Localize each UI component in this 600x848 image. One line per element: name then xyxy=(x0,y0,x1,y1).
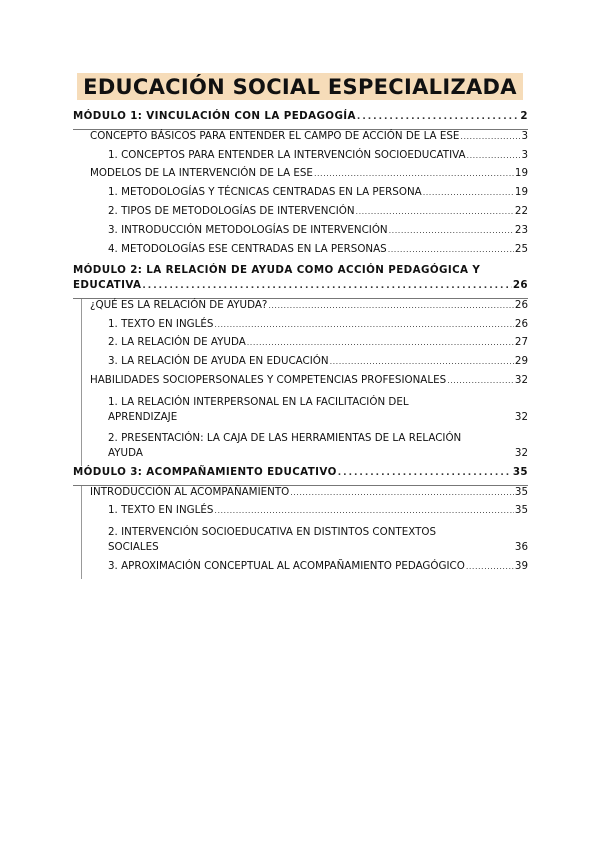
toc-section-label: ¿QUÉ ES LA RELACIÓN DE AYUDA? xyxy=(90,298,268,311)
toc-section-label: MODELOS DE LA INTERVENCIÓN DE LA ESE xyxy=(90,167,313,180)
toc-subsection[interactable] xyxy=(82,318,528,337)
toc-leader xyxy=(142,281,511,291)
toc-leader xyxy=(423,188,514,197)
toc-section-label: INTRODUCCIÓN AL ACOMPAÑAMIENTO xyxy=(90,485,290,498)
toc-leader xyxy=(357,112,520,122)
toc-subsection-label: 1. METODOLOGÍAS Y TÉCNICAS CENTRADAS EN LA PERSONA xyxy=(108,186,422,199)
toc-leader xyxy=(338,468,512,478)
toc-subsection[interactable] xyxy=(82,393,528,430)
toc-subsection-label-line1: 2. INTERVENCIÓN SOCIOEDUCATIVA EN DISTINTOS CONTEXTOS xyxy=(108,526,437,539)
toc-section-page: 32 xyxy=(514,374,528,387)
toc-subsection-label-line2: AYUDA xyxy=(108,447,143,460)
toc-subsection[interactable] xyxy=(73,205,528,224)
toc-subsection-page: 19 xyxy=(514,186,528,199)
toc-section[interactable] xyxy=(82,486,528,505)
toc-module-1-label: MÓDULO 1: VINCULACIÓN CON LA PEDAGOGÍA xyxy=(73,110,356,122)
toc-module-2-page: 26 xyxy=(512,279,528,292)
toc-subsection[interactable] xyxy=(82,560,528,579)
toc-module-2-line2 xyxy=(73,279,528,298)
toc-module-1[interactable] xyxy=(73,110,528,130)
toc-module-3-group xyxy=(81,486,528,579)
toc-leader xyxy=(466,562,514,571)
toc-subsection-page: 23 xyxy=(514,223,528,236)
toc-leader xyxy=(388,245,514,254)
toc-subsection-page: 27 xyxy=(514,336,528,349)
toc-subsection-page: 39 xyxy=(514,559,528,572)
toc-leader xyxy=(214,506,513,515)
toc-subsection-label-line1: 2. PRESENTACIÓN: LA CAJA DE LAS HERRAMIENTAS DE LA RELACIÓN xyxy=(108,432,462,445)
toc-module-3[interactable] xyxy=(73,466,528,486)
toc-subsection[interactable] xyxy=(82,355,528,374)
toc-leader xyxy=(356,207,514,216)
toc-subsection[interactable] xyxy=(82,504,528,523)
toc-section-page: 19 xyxy=(514,167,528,180)
toc-subsection-page: 25 xyxy=(514,242,528,255)
toc-subsection-page: 32 xyxy=(514,410,528,423)
toc-subsection-label: 3. APROXIMACIÓN CONCEPTUAL AL ACOMPAÑAMIENTO PEDAGÓGICO xyxy=(108,559,465,572)
toc-subsection-page: 35 xyxy=(514,504,528,517)
toc-module-2-group xyxy=(81,299,528,466)
toc-leader xyxy=(314,169,514,178)
toc-subsection-page: 36 xyxy=(514,541,528,554)
document-title: EDUCACIÓN SOCIAL ESPECIALIZADA xyxy=(77,73,523,100)
toc-subsection-label-line2: SOCIALES xyxy=(108,541,159,554)
title-wrap xyxy=(0,73,600,100)
toc-subsection-page: 3 xyxy=(521,148,528,161)
toc-leader xyxy=(447,376,514,385)
toc-module-2-label-line1: MÓDULO 2: LA RELACIÓN DE AYUDA COMO ACCIÓN PEDAGÓGICA Y xyxy=(73,264,481,277)
toc-subsection-label: 1. TEXTO EN INGLÉS xyxy=(108,317,214,330)
toc-leader xyxy=(467,151,521,160)
toc-subsection-line2 xyxy=(108,541,528,560)
toc-subsection-label: 3. INTRODUCCIÓN METODOLOGÍAS DE INTERVENCIÓN xyxy=(108,223,388,236)
toc-subsection-label: 1. CONCEPTOS PARA ENTENDER LA INTERVENCIÓN SOCIOEDUCATIVA xyxy=(108,148,466,161)
toc-subsection-label: 3. LA RELACIÓN DE AYUDA EN EDUCACIÓN xyxy=(108,355,329,368)
toc-section[interactable] xyxy=(82,374,528,393)
toc-module-3-label: MÓDULO 3: ACOMPAÑAMIENTO EDUCATIVO xyxy=(73,465,337,478)
table-of-contents xyxy=(73,110,528,579)
toc-leader xyxy=(389,226,514,235)
toc-module-3-page: 35 xyxy=(512,465,528,478)
toc-subsection-label-line1: 1. LA RELACIÓN INTERPERSONAL EN LA FACILITACIÓN DEL xyxy=(108,395,409,408)
toc-subsection-label: 2. LA RELACIÓN DE AYUDA xyxy=(108,336,246,349)
toc-subsection[interactable] xyxy=(73,224,528,243)
toc-subsection[interactable] xyxy=(73,186,528,205)
toc-module-2[interactable] xyxy=(73,261,528,299)
toc-subsection[interactable] xyxy=(73,149,528,168)
toc-subsection-line2 xyxy=(108,447,528,466)
toc-leader xyxy=(460,132,520,141)
toc-subsection-page: 22 xyxy=(514,204,528,217)
toc-leader xyxy=(268,301,514,310)
toc-module-1-page: 2 xyxy=(520,110,528,122)
toc-subsection-label-line2: APRENDIZAJE xyxy=(108,410,178,423)
toc-section[interactable] xyxy=(73,130,528,149)
toc-section-label: CONCEPTO BÁSICOS PARA ENTENDER EL CAMPO DE ACCIÓN DE LA ESE xyxy=(90,129,460,142)
toc-subsection[interactable] xyxy=(82,336,528,355)
toc-subsection-page: 29 xyxy=(514,355,528,368)
toc-leader xyxy=(247,338,514,347)
toc-leader xyxy=(290,488,514,497)
toc-section-label: HABILIDADES SOCIOPERSONALES Y COMPETENCIAS PROFESIONALES xyxy=(90,374,447,387)
toc-section[interactable] xyxy=(82,299,528,318)
toc-subsection-label: 2. TIPOS DE METODOLOGÍAS DE INTERVENCIÓN xyxy=(108,204,355,217)
toc-leader xyxy=(330,357,514,366)
toc-subsection[interactable] xyxy=(82,523,528,560)
toc-leader xyxy=(214,320,513,329)
toc-subsection-label: 4. METODOLOGÍAS ESE CENTRADAS EN LA PERSONAS xyxy=(108,242,387,255)
toc-subsection-line2 xyxy=(108,411,528,430)
toc-section-page: 26 xyxy=(514,298,528,311)
toc-section-page: 3 xyxy=(521,129,528,142)
toc-subsection-page: 32 xyxy=(514,447,528,460)
toc-subsection[interactable] xyxy=(73,243,528,262)
toc-subsection-page: 26 xyxy=(514,317,528,330)
toc-module-2-label-line2: EDUCATIVA xyxy=(73,279,142,292)
toc-subsection[interactable] xyxy=(82,429,528,466)
toc-subsection-label: 1. TEXTO EN INGLÉS xyxy=(108,504,214,517)
toc-section[interactable] xyxy=(73,167,528,186)
toc-section-page: 35 xyxy=(514,485,528,498)
